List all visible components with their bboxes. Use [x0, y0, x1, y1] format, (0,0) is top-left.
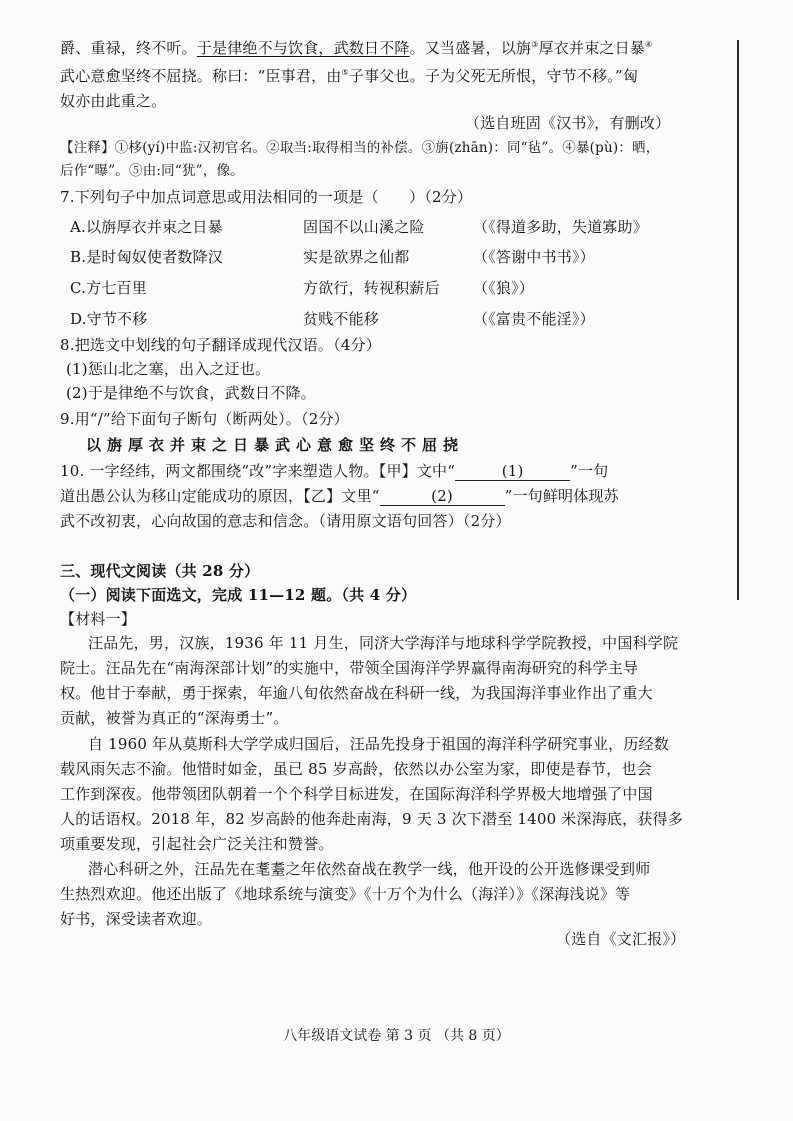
footnote-marker: ④: [645, 40, 653, 49]
paragraph-2-line: 载风雨矢志不渝。他惜时如金，虽已 85 岁高龄，依然以办公室为家，即使是春节，也会: [60, 760, 652, 778]
passage-text: 子事父也。子为父死无所恨，守节不移。”匈: [348, 67, 639, 85]
option-source: （《答谢中书书》）: [473, 248, 595, 266]
passage-text: 。又当盛暑，以旃: [409, 39, 532, 57]
q10-line-3: 武不改初衷，心向故国的意志和信念。（请用原文语句回答）（2分）: [60, 512, 511, 530]
paragraph-3-line: 生热烈欢迎。他还出版了《地球系统与演变》《十万个为什么（海洋）》《深海浅说》等: [60, 885, 631, 903]
q10-line-1: [60, 460, 608, 482]
option-sentence: D.守节不移: [70, 310, 148, 328]
option-sentence: B.是时匈奴使者数降汉: [70, 248, 223, 266]
q10-text: 10. 一字经纬，两文都围绕“改”字来塑造人物。【甲】文中“: [60, 462, 456, 480]
margin-rule: [737, 40, 739, 600]
option-sentence: A.以旃厚衣并束之日暴: [70, 218, 223, 236]
paragraph-3-line: 潜心科研之外，汪品先在耄耋之年依然奋战在教学一线，他开设的公开选修课受到师: [88, 860, 651, 878]
notes-line-1: 【注释】①栘(yí)中监:汉初官名。②取当:取得相当的补偿。③旃(zhān)：同“毡”。④暴(pù)：晒，: [60, 140, 660, 156]
passage-source: （选自班固《汉书》，有删改）: [465, 114, 671, 132]
footnote-marker: ⑤: [341, 68, 349, 77]
q7-stem: 7.下列句子中加点词意思或用法相同的一项是（ ）（2分）: [60, 188, 473, 206]
paragraph-1-line: 汪品先，男，汉族，1936 年 11 月生，同济大学海洋与地球科学学院教授，中国科学院: [88, 634, 679, 652]
paragraph-2-line: 人的话语权。2018 年，82 岁高龄的他奔赴南海，9 天 3 次下潜至 1400 米深海底，获得多: [60, 810, 683, 828]
option-source: （《得道多助，失道寡助》: [473, 218, 648, 236]
paragraph-3-line: 好书，深受读者欢迎。: [60, 910, 213, 928]
q8-stem: 8.把选文中划线的句子翻译成现代汉语。（4分）: [60, 336, 381, 354]
q10-text: 道出愚公认为移山定能成功的原因，【乙】文里“: [60, 487, 380, 505]
section-subtitle: （一）阅读下面选文，完成 11—12 题。（共 4 分）: [60, 586, 417, 604]
q8-sentence-1: (1)惩山北之塞，出入之迂也。: [66, 360, 271, 378]
material-source: （选自《文汇报》）: [556, 930, 686, 948]
section-title: 三、现代文阅读（共 28 分）: [60, 562, 260, 580]
q10-line-2: [60, 485, 619, 507]
material-label: 【材料一】: [60, 610, 137, 628]
option-source: （《狼》）: [473, 279, 535, 297]
passage-text: 厚衣并束之日暴: [538, 39, 646, 57]
notes-line-2: 后作“曝”。⑤由:同“犹”，像。: [60, 163, 244, 179]
passage-line-3: 奴亦由此重之。: [60, 92, 167, 110]
passage-line-1: [60, 34, 652, 59]
q10-text: ”一句鲜明体现苏: [504, 487, 619, 505]
paragraph-1-line: 贡献，被誉为真正的“深海勇士”。: [60, 709, 289, 727]
paragraph-2-line: 工作到深夜。他带领团队朝着一个个科学目标进发，在国际海洋科学界极大地增强了中国: [60, 785, 653, 803]
q8-sentence-2: (2)于是律绝不与饮食，武数日不降。: [66, 384, 316, 402]
option-compare: 固国不以山溪之险: [303, 218, 425, 236]
paragraph-2-line: 自 1960 年从莫斯科大学学成归国后，汪品先投身于祖国的海洋科学研究事业，历经数: [88, 735, 669, 753]
option-source: （《富贵不能淫》）: [473, 310, 595, 328]
paragraph-1-line: 院士。汪品先在“南海深部计划”的实施中，带领全国海洋学界赢得南海研究的科学主导: [60, 659, 639, 677]
option-compare: 方欲行，转视积薪后: [303, 279, 440, 297]
answer-blank-2[interactable]: (2): [380, 487, 505, 506]
option-sentence: C.方七百里: [70, 279, 147, 297]
page-footer: 八年级语文试卷 第 3 页 （共 8 页）: [283, 1028, 510, 1044]
option-compare: 贫贱不能移: [303, 310, 380, 328]
underlined-sentence: 于是律绝不与饮食，武数日不降: [196, 39, 410, 57]
passage-text: 武心意愈坚终不屈挠。称曰：“臣事君，由: [60, 67, 342, 85]
answer-blank-1[interactable]: (1): [455, 462, 570, 481]
paragraph-2-line: 项重要发现，引起社会广泛关注和赞誉。: [60, 835, 334, 853]
q9-sentence: 以旃厚衣并束之日暴武心意愈坚终不屈挠: [86, 436, 465, 454]
passage-line-2: [60, 62, 638, 87]
q10-text: ”一句: [570, 462, 609, 480]
q9-stem: 9.用“/”给下面句子断句（断两处）。（2分）: [60, 410, 349, 428]
footnote-marker: ③: [531, 40, 539, 49]
paragraph-1-line: 权。他甘于奉献，勇于探索，年逾八旬依然奋战在科研一线，为我国海洋事业作出了重大: [60, 684, 653, 702]
passage-text: 爵、重禄，终不听。: [60, 39, 197, 57]
option-compare: 实是欲界之仙都: [303, 248, 410, 266]
